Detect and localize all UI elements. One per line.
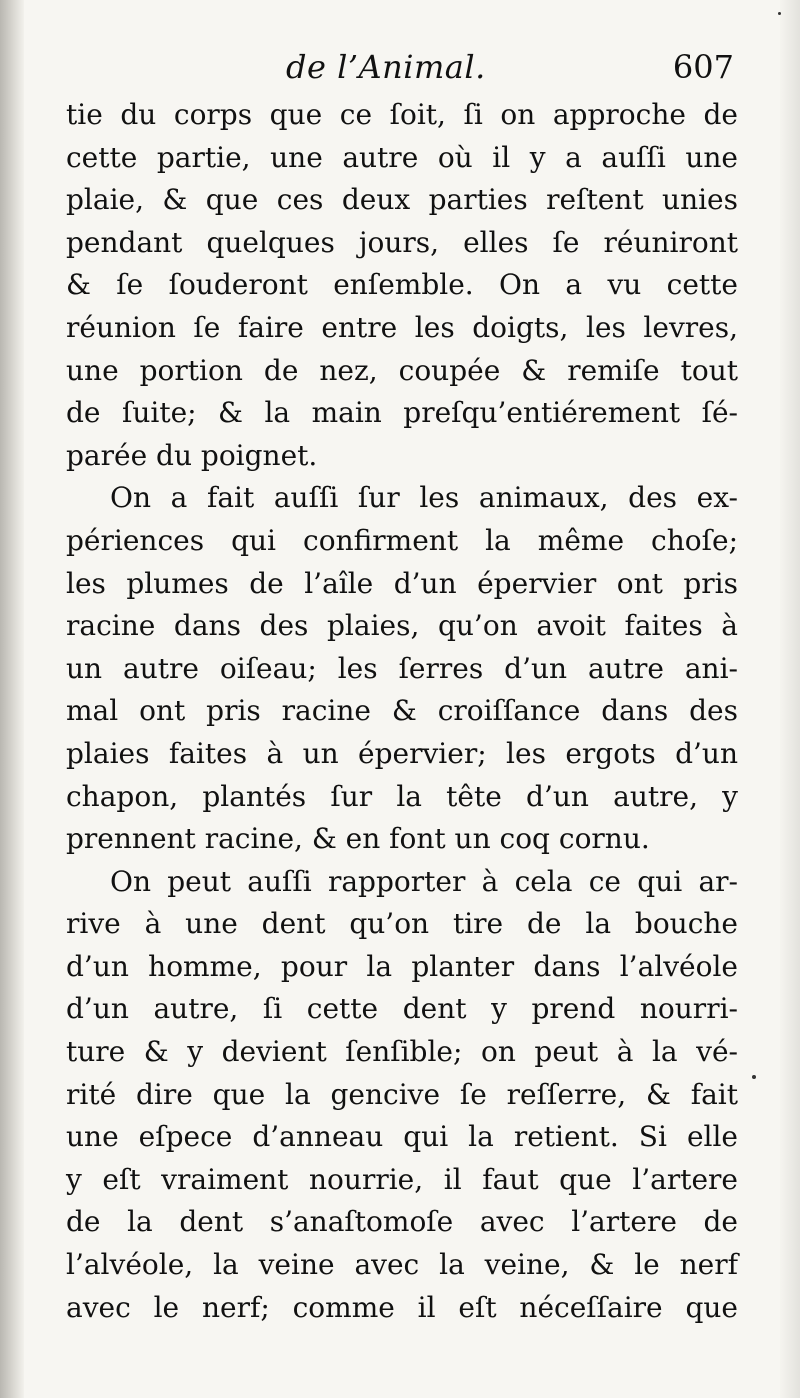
text-line: plaie, & que ces deux parties reſtent unies (66, 183, 738, 217)
text-line: un autre oiſeau; les ſerres d’un autre ani- (66, 651, 738, 685)
text-line: d’un homme, pour la planter dans l’alvéole (66, 949, 738, 983)
text-line: d’un autre, ſi cette dent y prend nourri- (66, 992, 738, 1026)
text-line: de ſuite; & la main preſqu’entiérement ſé- (66, 396, 738, 430)
text-line: une portion de nez, coupée & remiſe tout (66, 353, 738, 387)
text-line: prennent racine, & en font un coq cornu. (66, 822, 650, 856)
text-line: ture & y devient ſenſible; on peut à la vé- (66, 1035, 738, 1069)
text-line: de la dent s’anaſtomoſe avec l’artere de (66, 1205, 738, 1239)
body-text (66, 94, 738, 1329)
text-line: cette partie, une autre où il y a auſſi une (66, 140, 738, 174)
text-line: rive à une dent qu’on tire de la bouche (66, 907, 738, 941)
text-line: y eſt vraiment nourrie, il faut que l’artere (66, 1162, 738, 1196)
ink-speck (752, 1075, 756, 1079)
text-line: pendant quelques jours, elles ſe réuniront (66, 225, 738, 259)
running-title: de l’Animal. (286, 48, 486, 86)
text-line: & ſe ſouderont enſemble. On a vu cette (66, 268, 738, 302)
text-line: On a fait auſſi ſur les animaux, des ex- (110, 481, 738, 515)
ink-speck (778, 12, 781, 15)
text-line: chapon, plantés ſur la tête d’un autre, y (66, 779, 738, 813)
text-line: tie du corps que ce ſoit, ſi on approche de (66, 98, 738, 131)
text-line: racine dans des plaies, qu’on avoit faites à (66, 609, 738, 643)
text-line: l’alvéole, la veine avec la veine, & le nerf (66, 1248, 738, 1282)
page-number: 607 (672, 48, 734, 86)
text-line: avec le nerf; comme il eſt néceſſaire que (66, 1290, 738, 1324)
text-line: réunion ſe faire entre les doigts, les levres, (66, 310, 738, 344)
text-line: mal ont pris racine & croiſſance dans des (66, 694, 738, 728)
text-line: On peut auſſi rapporter à cela ce qui ar- (110, 864, 738, 898)
text-line: périences qui confirment la même choſe; (66, 523, 738, 557)
text-line: plaies faites à un épervier; les ergots d’un (66, 736, 738, 770)
text-line: les plumes de l’aîle d’un épervier ont pris (66, 566, 738, 600)
page-gutter-shadow (0, 0, 24, 1398)
page-edge (780, 0, 800, 1398)
text-line: rité dire que la gencive ſe reſſerre, & fait (66, 1077, 738, 1111)
text-line: parée du poignet. (66, 438, 318, 472)
text-line: une eſpece d’anneau qui la retient. Si elle (66, 1120, 738, 1154)
page-header (66, 42, 742, 94)
